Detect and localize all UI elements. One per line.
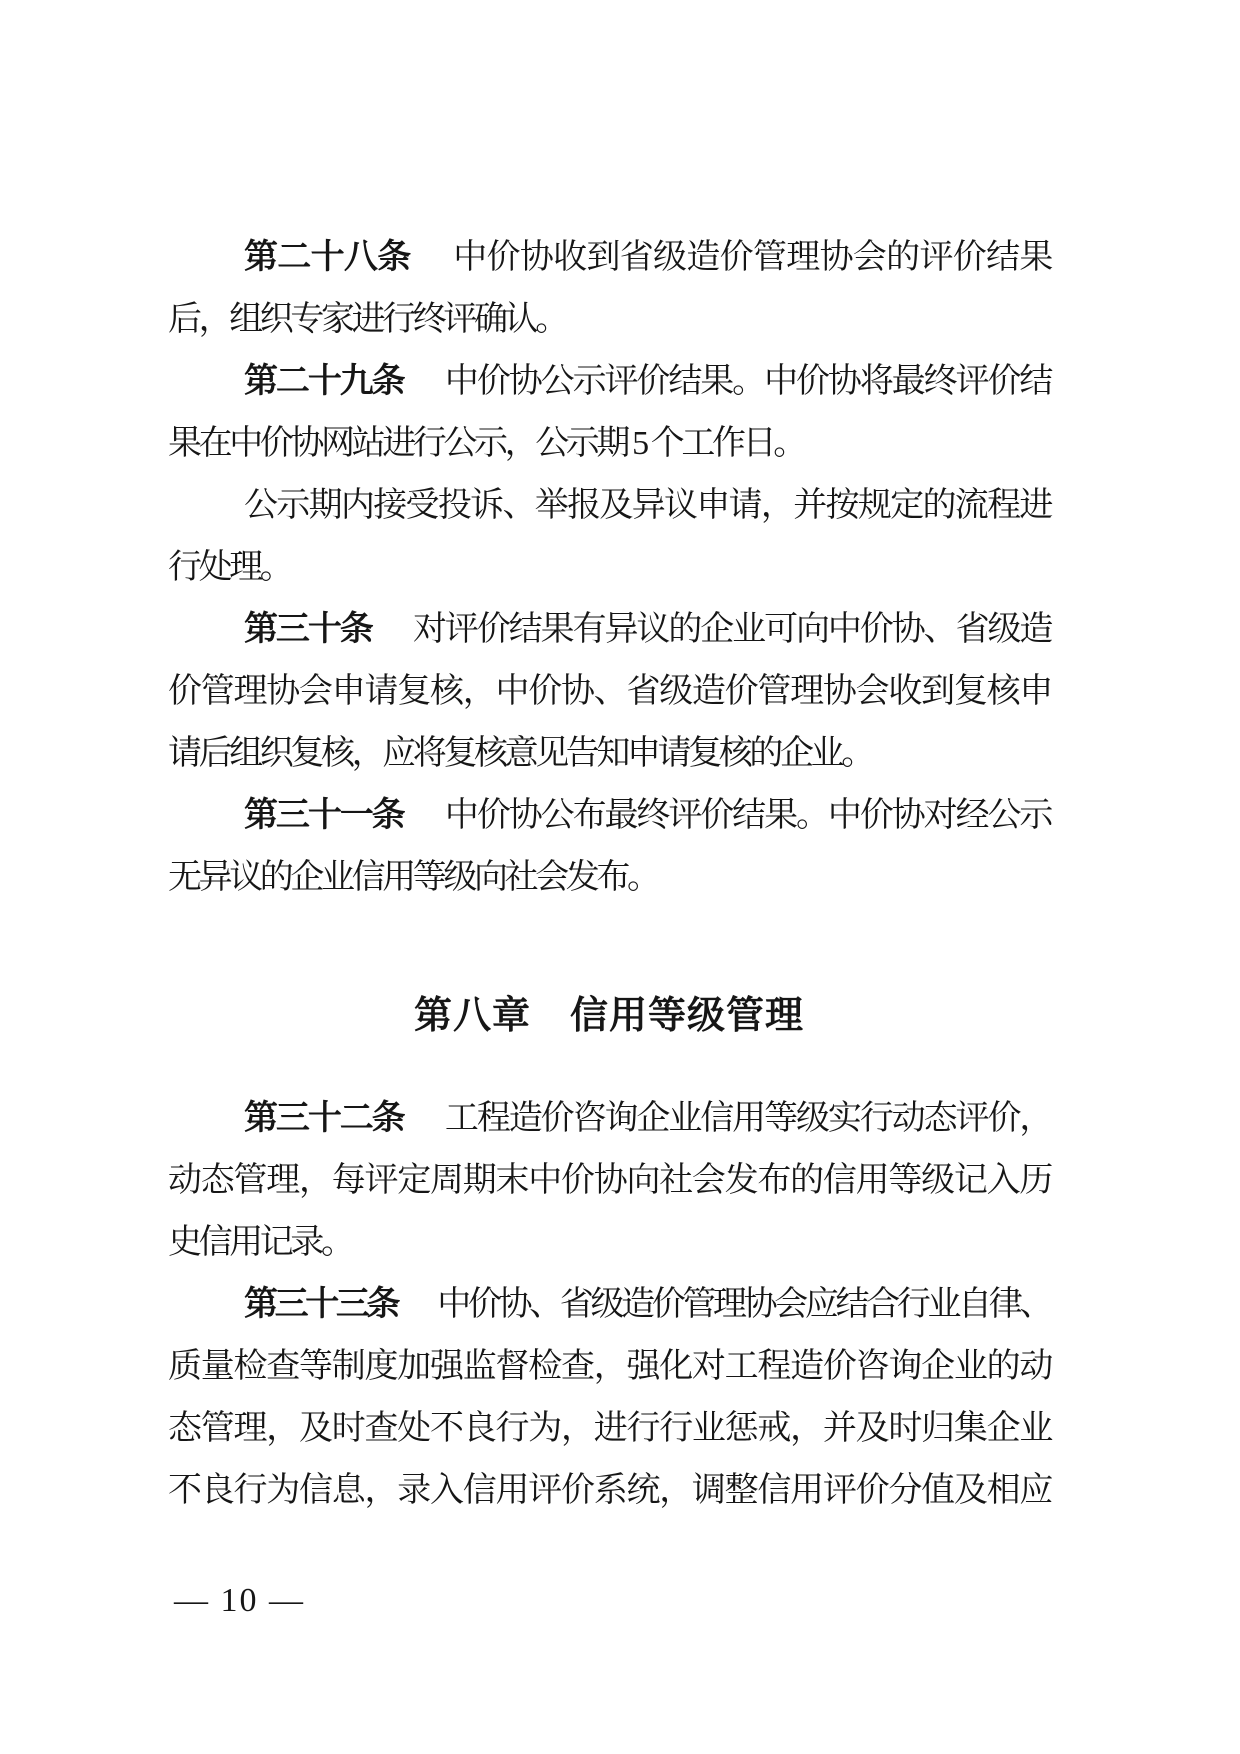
article-number: 第三十二条 [244,1100,404,1137]
paragraph-line: 公示期内接受投诉、举报及异议申请，并按规定的流程进 [244,487,1050,524]
article-line: 不良行为信息，录入信用评价系统，调整信用评价分值及相应 [168,1472,1050,1509]
article-line: 后，组织专家进行终评确认。 [168,301,566,338]
article-line: 动态管理，每评定周期末中价协向社会发布的信用等级记入历 [168,1162,1050,1199]
article-line: 第三十一条 中价协公布最终评价结果。中价协对经公示 [244,797,1051,834]
article-line: 第三十三条 中价协、省级造价管理协会应结合行业自律、 [244,1286,1051,1323]
article-line: 价管理协会申请复核，中价协、省级造价管理协会收到复核申 [168,673,1050,710]
article-number: 第二十九条 [244,363,404,400]
article-number: 第三十一条 [244,797,404,834]
chapter-heading: 第八章 信用等级管理 [413,995,804,1037]
article-line: 果在中价协网站进行公示，公示期 5 个工作日。 [168,425,804,462]
article-line: 无异议的企业信用等级向社会发布。 [168,859,658,896]
paragraph-line: 行处理。 [168,549,291,586]
article-number: 第二十八条 [244,239,411,276]
article-line: 史信用记录。 [168,1224,352,1261]
article-line: 第二十九条 中价协公示评价结果。中价协将最终评价结 [244,363,1051,400]
document-content [168,227,1050,1522]
article-number: 第三十三条 [244,1286,398,1323]
article-line: 态管理，及时查处不良行为，进行行业惩戒，并及时归集企业 [168,1410,1050,1447]
article-line: 第三十条 对评价结果有异议的企业可向中价协、省级造 [244,611,1050,648]
article-line: 第三十二条 工程造价咨询企业信用等级实行动态评价， [244,1100,1051,1137]
article-line: 第二十八条 中价协收到省级造价管理协会的评价结果 [244,239,1050,276]
article-line: 请后组织复核，应将复核意见告知申请复核的企业。 [168,735,872,772]
article-line: 质量检查等制度加强监督检查，强化对工程造价咨询企业的动 [168,1348,1050,1385]
page-number: — 10 — [174,1582,305,1619]
article-number: 第三十条 [244,611,372,648]
